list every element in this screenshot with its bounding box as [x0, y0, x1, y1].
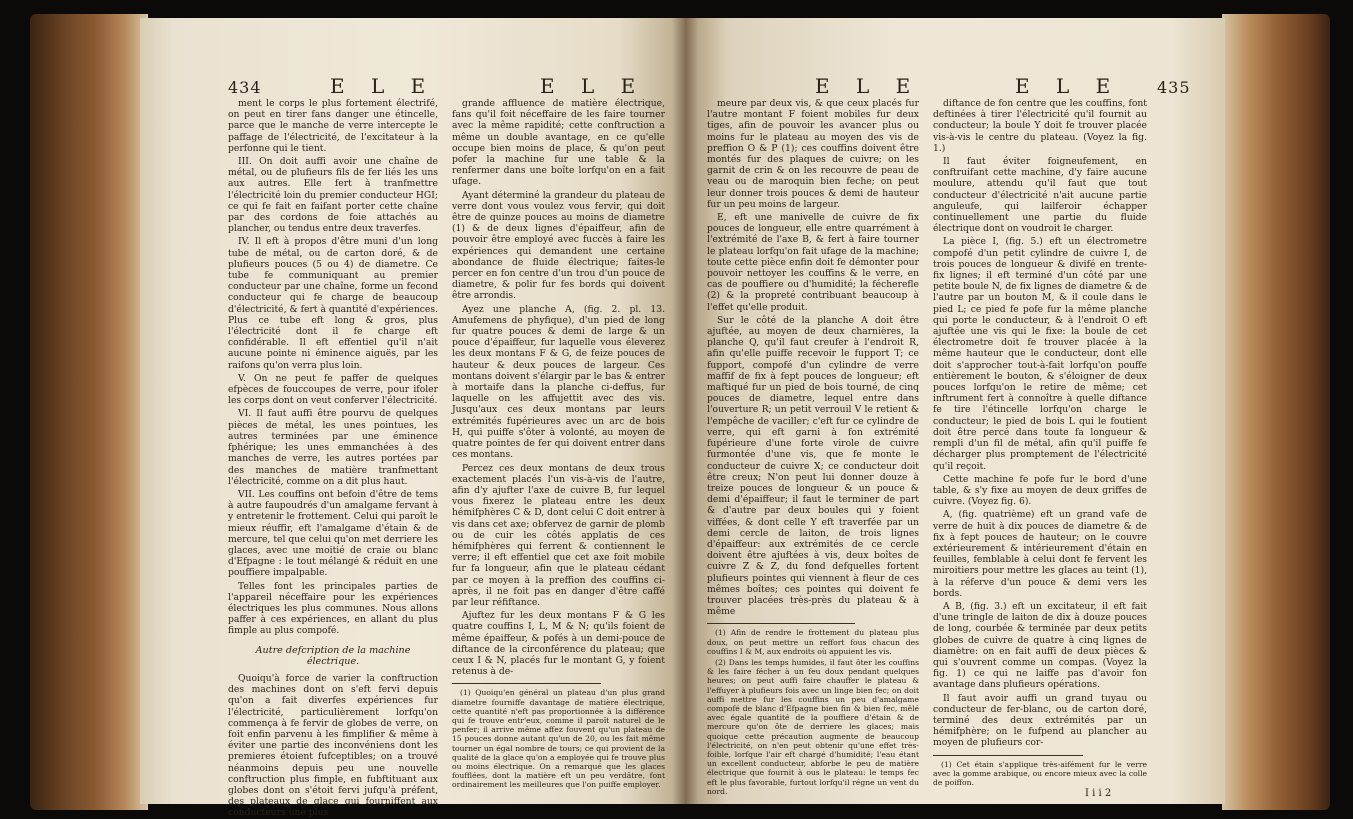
left-page-number: 434 — [228, 78, 262, 97]
left-page-column-1 — [228, 98, 438, 819]
right-page-number: 435 — [1157, 78, 1191, 97]
paragraph: VII. Les couffins ont befoin d'être de tems à autre faupoudrés d'un amalgame fervant à y entretenir le frottement. Celui qui paroît le mieux réuffir, eft l'amalgame d'étain & de mercure, tel que celui qu'on met derriere les glaces, avec une moitié de craie ou blanc d'Efpagne : le tout mélangé & réduit en une pouffiere impalpable. — [228, 488, 438, 579]
paragraph: Quoiqu'à force de varier la conftruction des machines dont on s'eft fervi depuis qu'on a fait diverfes expériences fur l'électricité, particulièrement lorfqu'on commença à fe fervir de globes de verre, on foit enfin parvenu à les fimplifier & même à éviter une partie des inconvéniens dont les premieres étoient fufceptibles; on a trouvé néanmoins depuis peu une nouvelle conftruction plus fimple, en fubftituant aux globes dont on s'étoit fervi jufqu'à préfent, des plateaux de glace qui fourniffent aux conducteurs une plus — [228, 672, 438, 819]
paragraph: III. On doit auffi avoir une chaîne de métal, ou de plufieurs fils de fer liés les uns aux autres. Elle fert à tranfmettre l'électricité loin du premier conducteur HGI; ce qui fe fait en faifant porter cette chaîne par des cordons de foie attachés au plancher, ou tendus entre deux traverfes. — [228, 156, 438, 235]
book-gutter-shadow — [672, 18, 698, 804]
column-paragraphs-after — [228, 673, 438, 819]
left-page-column-2 — [452, 98, 665, 798]
paragraph: Telles font les principales parties de l'appareil néceffaire pour les expériences électriques les plus communes. Nous allons paffer à ces expériences, en allant du plus fimple au plus compofé. — [228, 580, 438, 637]
right-running-head-1: E L E — [815, 74, 921, 98]
right-page-column-2 — [933, 98, 1147, 798]
section-heading: Autre defcription de la machine électrique. — [255, 644, 411, 667]
paragraph: V. On ne peut fe paffer de quelques efpèces de fouccoupes de verre, pour ifoler les corps dont on veut conferver l'électricité. — [228, 372, 438, 407]
signature-mark: I i i 2 — [1085, 788, 1112, 799]
paragraph: meure par deux vis, & que ceux placés fur l'autre montant F foient mobiles fur deux tiges, afin de pouvoir les avancer plus ou moins fur le plateau au moyen des vis de preffion O & P (1); ces couffins doivent être montés fur des plaques de cuivre; on les garnit de crin & on les recouvre de peau de veau ou de maroquin bien feche; on peut leur donner trois pouces & demi de hauteur fur un peu moins de largeur. — [707, 98, 919, 210]
paragraph: Ajuftez fur les deux montans F & G les quatre couffins I, L, M & N; qu'ils foient de même épaiffeur, & pofés à un demi-pouce de diftance de la circonférence du plateau; que ceux I & N, placés fur le montant G, y foient retenus à de- — [452, 610, 665, 678]
paragraph: Sur le côté de la planche A doit être ajuftée, au moyen de deux charnières, la planche Q, qu'il faut creufer à l'endroit R, afin qu'elle puiffe recevoir le fupport T; ce fupport, compofé d'un cylindre de verre maffif de fix à fept pouces de longueur; eft maftiqué fur un pied de bois tourné, de cinq pouces de diametre, lequel entre dans l'ouverture R; un petit verrouil V le retient & l'empêche de vaciller; c'eft fur ce cylindre de verre, qui eft garni à fon extrémité fupérieure d'une forte virole de cuivre furmontée d'une vis, que fe monte le conducteur de cuivre X; ce conducteur doit être creux; N'on peut lui donner douze à treize pouces de longueur & un pouce & demi d'épaiffeur; il faut le terminer de part & d'autre par deux boules qui y foient viffées, & dont celle Y eft traverfée par un demi cercle de laiton, de trois lignes d'épaiffeur: aux extrémités de ce cercle doivent être ajuftées à vis, deux boîtes de cuivre Z & Z, du fond defquelles fortent plufieurs pointes qui viennent à fleur de ces mêmes boîtes; ces pointes qui doivent fe trouver placées très-près du plateau & à même — [707, 314, 919, 618]
column-paragraphs — [933, 98, 1147, 749]
left-running-head-2: E L E — [540, 74, 646, 98]
paragraph: A B, (fig. 3.) eft un excitateur, il eft fait d'une tringle de laiton de dix à douze pouces de long, courbée & terminée par deux petits globes de cuivre de quatre à cinq lignes de diamètre: on en fait auffi de deux pièces & qui s'ouvrent comme un compas. (Voyez la fig. 1) ce qui ne laiffe pas d'avoir fon avantage dans plufieurs opérations. — [933, 600, 1147, 691]
right-page-column-1 — [707, 98, 919, 798]
footnote: (1) Quoiqu'en général un plateau d'un plus grand diametre fourniffe davantage de matière électrique, cette quantité n'eft pas proportionnée à la différence qui fe trouve entr'eux, comme il paroît naturel de le penfer; il arrive même affez fouvent qu'un plateau de 15 pouces donne autant qu'un de 20, ou les fait même tourner un égal nombre de tours; ce qui provient de la qualité de la glace qu'on a employée qui fe trouve plus ou moins électrique. On a remarqué que les glaces foufflées, dont la matière eft un peu verdâtre, font ordinairement les meilleures que l'on puiffe employer. — [452, 688, 665, 790]
column-paragraphs — [707, 98, 919, 617]
footnote: (1) Cet étain s'applique très-aifément fur le verre avec la gomme arabique, ou encore mieux avec la colle de poiffon. — [933, 759, 1147, 787]
column-paragraphs — [228, 98, 438, 637]
paragraph: Ayant déterminé la grandeur du plateau de verre dont vous voulez vous fervir, qui doit être de quinze pouces au moins de diametre (1) & de deux lignes d'épaiffeur, afin de pouvoir être employé avec fuccès à faire les expériences qui demandent une certaine abondance de fluide électrique; faites-le percer en fon centre d'un trou d'un pouce de diametre, & polir fur fes bords qui doivent être arrondis. — [452, 189, 665, 302]
paragraph: A, (fig. quatrième) eft un grand vafe de verre de huit à dix pouces de diametre & de fix à fept pouces de hauteur; on le couvre extérieurement & intérieurement d'étain en feuilles, femblable à celui dont fe fervent les miroitiers pour mettre les glaces au teint (1), à la réferve d'un pouce & demi vers les bords. — [933, 509, 1147, 599]
paragraph: Il faut avoir auffi un grand tuyau ou conducteur de fer-blanc, ou de carton doré, terminé des deux extrémités par un hémifphère; on le fufpend au plancher au moyen de plufieurs cor- — [933, 692, 1147, 749]
paragraph: E, eft une manivelle de cuivre de fix pouces de longueur, elle entre quarrément à l'extrémité de l'axe B, & fert à faire tourner le plateau lorfqu'on fait ufage de la machine; toute cette pièce enfin doit fe démonter pour pouvoir nettoyer les couffins & le verre, en cas de pouffiere ou d'humidité; la fécherefle (2) & la propreté contribuant beaucoup à l'effet qu'elle produit. — [707, 212, 919, 313]
paragraph: La pièce I, (fig. 5.) eft un électrometre compofé d'un petit cylindre de cuivre I, de trois pouces de longueur & divifé en trente-fix lignes; il eft terminé d'un côté par une petite boule N, de fix lignes de diametre & de l'autre par un bouton M, & il coule dans le pied L; ce pied fe pofe fur la même planche qui porte le conducteur, & à l'endroit O eft ajuftée une vis qui le fixe: la boule de cet électrometre doit fe trouver placée à la même hauteur que le conducteur, dont elle doit s'approcher tout-à-fait lorfqu'on pouffe entièrement le bouton, & s'éloigner de deux pouces lorfqu'on le retire de même; cet inftrument fert à connoître à quelle diftance fe tire l'étincelle lorfqu'on charge le conducteur; le pied de bois L qui le foutient doit être percé dans toute fa longueur & rempli d'un fil de métal, afin qu'il puiffe fe décharger plus promptement de l'électricité qu'il reçoit. — [933, 236, 1147, 472]
paragraph: ment le corps le plus fortement électrifé, on peut en tirer fans danger une étincelle, parce que le manche de verre intercepte le paffage de l'électricité, de l'excitateur à la perfonne qui le tient. — [228, 98, 438, 154]
paragraph: diftance de fon centre que les couffins, font deftinées à tirer l'électricité qu'il fournit au conducteur; la boule Y doit fe trouver placée vis-à-vis le centre du plateau. (Voyez la fig. 1.) — [933, 98, 1147, 154]
paragraph: IV. Il eft à propos d'être muni d'un long tube de métal, ou de carton doré, & de plufieurs pouces (5 ou 4) de diametre. Ce tube fe communiquant au premier conducteur par une chaîne, forme un fecond conducteur qui fe charge de beaucoup d'électricité, & fert à quantité d'expériences. Plus ce tube eft long & gros, plus l'électricité dont il fe charge eft confidérable. Il eft effentiel qu'il n'ait aucune pointe ni éminence aiguës, par les raifons qu'on verra plus loin. — [228, 236, 438, 371]
left-running-head-1: E L E — [330, 74, 436, 98]
footnote: (1) Afin de rendre le frottement du plateau plus doux, on peut mettre un reffort fous chacun des couffins I & M, aux endroits où appuient les vis. — [707, 628, 919, 656]
paragraph: Cette machine fe pofe fur le bord d'une table, & s'y fixe au moyen de deux griffes de cuivre. (Voyez fig. 6). — [933, 473, 1147, 508]
paragraph: VI. Il faut auffi être pourvu de quelques pièces de métal, les unes pointues, les autres terminées par une éminence fphérique; les unes emmanchées à des manches de verre, les autres portées par des manches de matière tranfmettant l'électricité, comme on a dit plus haut. — [228, 408, 438, 487]
paragraph: Percez ces deux montans de deux trous exactement placés l'un vis-à-vis de l'autre, afin d'y ajufter l'axe de cuivre B, fur lequel vous fixerez le plateau entre les deux hémifphères C & D, dont celui C doit entrer à vis dans cet axe; obfervez de garnir de plomb ou de cuir les côtés applatis de ces hémifphères qui ferrent & contiennent le verre; il eft effentiel que cet axe foit mobile fur fa longueur, afin que le plateau cédant par ce moyen à la preffion des couffins ci-après, il ne foit pas en danger d'être caffé par leur réfiftance. — [452, 462, 665, 608]
left-page-edges — [30, 14, 148, 810]
footnote-rule — [452, 683, 601, 684]
footnotes — [933, 760, 1147, 788]
paragraph: Ayez une planche A, (fig. 2. pl. 13. Amufemens de phyfique), d'un pied de long fur quatre pouces & demi de large & un pouce d'épaiffeur, fur laquelle vous éleverez les deux montans F & G, de feize pouces de hauteur & deux pouces de largeur. Ces montans doivent s'élargir par le bas & entrer à mortaife dans la planche ci-deffus, fur laquelle on les affujettit avec des vis. Jusqu'aux ces deux montans par leurs extrémités fupérieures avec un arc de bois H, qui puiffe s'ôter à volonté, au moyen de quatre pointes de fer qui doivent entrer dans ces montans. — [452, 303, 665, 461]
right-running-head-2: E L E — [1015, 74, 1121, 98]
right-page-edges — [1222, 14, 1330, 810]
footnote-rule — [933, 755, 1083, 756]
paragraph: Il faut éviter foigneufement, en conftruifant cette machine, d'y faire aucune moulure, attendu qu'il faut que tout conducteur d'électricité n'ait aucune partie anguleufe, qui lailferoir échapper continuellement une partie du fluide électrique dont on voudroit le charger. — [933, 156, 1147, 235]
column-paragraphs — [452, 98, 665, 677]
right-page — [685, 18, 1225, 804]
footnote-rule — [707, 623, 855, 624]
left-page — [140, 18, 685, 819]
paragraph: grande affluence de matière électrique, fans qu'il foit néceffaire de les faire tourner avec la même rapidité; cette conftruction a même un double avantage, en ce qu'elle occupe bien moins de place, & qu'on peut pofer la machine fur une table & la renfermer dans une boîte lorfqu'on en a fait ufage. — [452, 98, 665, 188]
footnotes — [707, 628, 919, 796]
footnotes — [452, 688, 665, 789]
footnote: (2) Dans les temps humides, il faut ôter les couffins & les faire fécher à un feu doux pendant quelques heures; on peut auffi faire chauffer le plateau & l'effuyer à plufieurs fois avec un linge bien fec; on doit auffi mettre fur les couffins un peu d'amalgame compofé de blanc d'Efpagne bien fin & bien fec, mêlé avec égale quantité de la pouffiere d'étain & de mercure qu'on ôte de derriere les glaces; mais quoique cette précaution augmente de beaucoup l'électricité, on n'en peut obtenir qu'une effet très-foible, lorfque l'air eft chargé d'humidité; l'eau étant un excellent conducteur, abforbe le peu de matière électrique que fournit à ous le plateau: le temps fec eft le plus favorable, furtout lorfqu'il régne un vent du nord. — [707, 657, 919, 796]
